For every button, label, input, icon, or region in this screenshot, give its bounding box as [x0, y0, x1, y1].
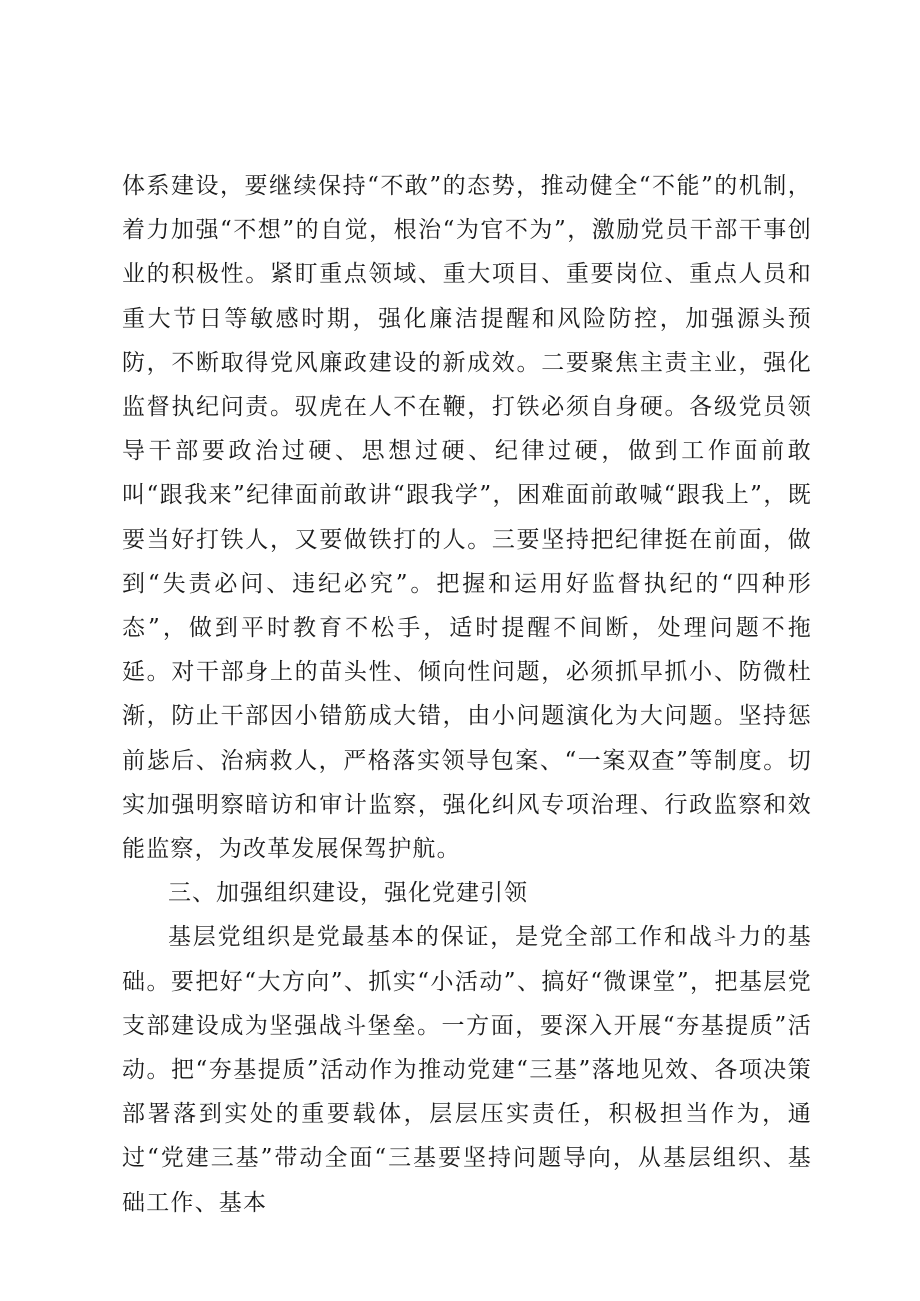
body-paragraph-organization: 基层党组织是党最基本的保证，是党全部工作和战斗力的基础。要把好“大方向”、抓实“小活动”、搞好“微课堂”，把基层党支部建设成为坚强战斗堡垒。一方面，要深入开展“夯基提质”活动。把“夯基提质”活动作为推动党建“三基”落地见效、各项决策部署落到实处的重要载体，层层压实责任，积极担当作为，通过“党建三基”带动全面“三基要坚持问题导向，从基层组织、基础工作、基本	[122, 924, 812, 1216]
document-body	[122, 164, 812, 1225]
body-paragraph-continued: 体系建设，要继续保持“不敢”的态势，推动健全“不能”的机制，着力加强“不想”的自觉，根治“为官不为”，激励党员干部干事创业的积极性。紧盯重点领域、重大项目、重要岗位、重点人员和重大节日等敏感时期，强化廉洁提醒和风险防控，加强源头预防，不断取得党风廉政建设的新成效。二要聚焦主责主业，强化监督执纪问责。驭虎在人不在鞭，打铁必须自身硬。各级党员领导干部要政治过硬、思想过硬、纪律过硬，做到工作面前敢叫“跟我来”纪律面前敢讲“跟我学”，困难面前敢喊“跟我上”，既要当好打铁人，又要做铁打的人。三要坚持把纪律挺在前面，做到“失责必问、违纪必究”。把握和运用好监督执纪的“四种形态”，做到平时教育不松手，适时提醒不间断，处理问题不拖延。对干部身上的苗头性、倾向性问题，必须抓早抓小、防微杜渐，防止干部因小错筋成大错，由小问题演化为大问题。坚持惩前毖后、治病救人，严格落实领导包案、“一案双查”等制度。切实加强明察暗访和审计监察，强化纠风专项治理、行政监察和效能监察，为改革发展保驾护航。	[122, 173, 812, 863]
section-heading-three: 三、加强组织建设，强化党建引领	[168, 880, 528, 907]
